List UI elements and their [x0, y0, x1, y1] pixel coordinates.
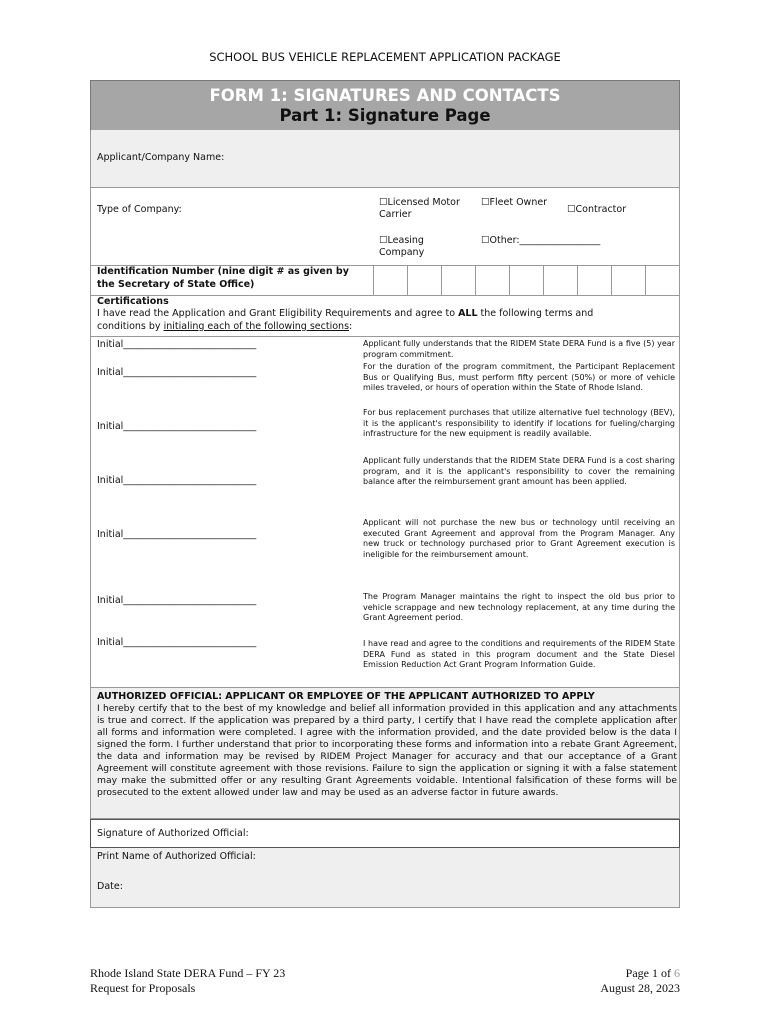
- checkbox-icon[interactable]: ☐: [481, 197, 490, 208]
- certification-item: Applicant fully understands that the RIDEM State DERA Fund is a five (5) year program commitment.: [363, 339, 675, 359]
- initial-field[interactable]: Initial____________________________: [97, 367, 257, 378]
- date-row[interactable]: [90, 873, 680, 908]
- certifications-intro: [90, 296, 680, 337]
- id-digit-box[interactable]: [509, 266, 544, 296]
- id-digit-box[interactable]: [441, 266, 476, 296]
- signature-row[interactable]: [90, 819, 680, 848]
- certification-items: [90, 337, 680, 688]
- checkbox-icon[interactable]: ☐: [379, 235, 388, 246]
- initial-field[interactable]: Initial____________________________: [97, 595, 257, 606]
- identification-label: Identification Number (nine digit # as given by the Secretary of State Office): [97, 266, 349, 290]
- footer-date: August 28, 2023: [600, 981, 680, 995]
- company-type-contractor[interactable]: ☐Contractor: [567, 204, 627, 215]
- form-title: FORM 1: SIGNATURES AND CONTACTS: [209, 86, 561, 105]
- authorized-official-heading: AUTHORIZED OFFICIAL: APPLICANT OR EMPLOYEE OF THE APPLICANT AUTHORIZED TO APPLY: [97, 691, 595, 702]
- initial-field[interactable]: Initial____________________________: [97, 475, 257, 486]
- certification-item: The Program Manager maintains the right to inspect the old bus prior to vehicle scrappage and new technology replacement, at any time during the Grant Agreement period.: [363, 592, 675, 622]
- footer-left: Rhode Island State DERA Fund – FY 23 Request for Proposals: [90, 966, 286, 995]
- initial-field[interactable]: Initial____________________________: [97, 529, 257, 540]
- package-title: SCHOOL BUS VEHICLE REPLACEMENT APPLICATION PACKAGE: [209, 50, 561, 64]
- id-digit-box[interactable]: [611, 266, 646, 296]
- company-type-fleet-owner[interactable]: ☐Fleet Owner: [481, 197, 548, 208]
- company-type-other[interactable]: ☐Other:_________________: [481, 235, 601, 246]
- id-digit-box[interactable]: [543, 266, 578, 296]
- company-type-label: Type of Company:: [97, 204, 182, 215]
- company-type-leasing-company[interactable]: ☐Leasing Company: [379, 235, 425, 258]
- id-digit-box[interactable]: [577, 266, 612, 296]
- certification-item: Applicant will not purchase the new bus or technology until receiving an executed Grant Agreement and approval from the Program Manager. Any new truck or technology purchased prior to Grant Agreement execution is ineligible for the reimbursement amount.: [363, 518, 675, 559]
- initial-field[interactable]: Initial____________________________: [97, 637, 257, 648]
- print-name-row[interactable]: [90, 848, 680, 873]
- authorized-official-section: [90, 688, 680, 819]
- applicant-name-row[interactable]: [90, 130, 680, 188]
- footer-right: [600, 966, 680, 996]
- certifications-intro-text: I have read the Application and Grant Eligibility Requirements and agree to ALL the following terms and conditions by initialing each of the following sections:: [97, 308, 594, 332]
- signature-form: [90, 80, 680, 892]
- checkbox-icon[interactable]: ☐: [379, 197, 388, 208]
- certifications-heading: Certifications: [97, 296, 169, 307]
- company-type-licensed-motor-carrier[interactable]: ☐Licensed Motor Carrier: [379, 197, 460, 220]
- checkbox-icon[interactable]: ☐: [567, 204, 576, 215]
- id-digit-box[interactable]: [373, 266, 408, 296]
- initial-field[interactable]: Initial____________________________: [97, 339, 257, 350]
- certification-item: For the duration of the program commitment, the Participant Replacement Bus or Qualifying Bus, must perform fifty percent (50%) or more of vehicle miles traveled, or hours of operation within the State of Rhode Island.: [363, 362, 675, 392]
- form-header: [90, 80, 680, 132]
- page-number: Page 1 of 6: [625, 966, 680, 980]
- other-blank[interactable]: _________________: [519, 235, 601, 246]
- form-subtitle: Part 1: Signature Page: [279, 106, 491, 125]
- print-name-label: Print Name of Authorized Official:: [97, 851, 256, 862]
- company-type-row: [90, 188, 680, 266]
- certification-item: I have read and agree to the conditions and requirements of the RIDEM State DERA Fund as stated in this program document and the State Diesel Emission Reduction Act Grant Program Information Guide.: [363, 639, 675, 669]
- initial-field[interactable]: Initial____________________________: [97, 421, 257, 432]
- identification-row: [90, 266, 680, 296]
- id-digit-box[interactable]: [645, 266, 681, 296]
- applicant-name-label: Applicant/Company Name:: [97, 152, 225, 163]
- checkbox-icon[interactable]: ☐: [481, 235, 490, 246]
- certification-item: For bus replacement purchases that utilize alternative fuel technology (BEV), it is the applicant's responsibility to identify if locations for fueling/charging infrastructure for the new equipment is readily available.: [363, 408, 675, 438]
- certification-item: Applicant fully understands that the RIDEM State DERA Fund is a cost sharing program, and it is the applicant's responsibility to cover the remaining balance after the reimbursement grant amount has been applied.: [363, 456, 675, 486]
- authorized-official-text: I hereby certify that to the best of my knowledge and belief all information provided in this application and any attachments is true and correct. If the application was prepared by a third party, I certify that I have read the complete application after all forms and information were completed. I agree with the information provided, and the date provided below is the data I signed the form. I further understand that prior to incorporating these forms and information into a rebate Grant Agreement, the data and information may be revised by RIDEM Project Manager for accuracy and that our acceptance of a Grant Agreement will constitute agreement with those revisions. Failure to sign the application or signing it with a false statement may make the submitted offer or any resulting Grant Agreements voidable. Intentional falsification of these forms will be prosecuted to the extent allowed under law and may be used as an adverse factor in future awards.: [97, 703, 677, 798]
- date-label: Date:: [97, 881, 123, 892]
- id-digit-box[interactable]: [407, 266, 442, 296]
- signature-label: Signature of Authorized Official:: [97, 828, 249, 839]
- id-digit-box[interactable]: [475, 266, 510, 296]
